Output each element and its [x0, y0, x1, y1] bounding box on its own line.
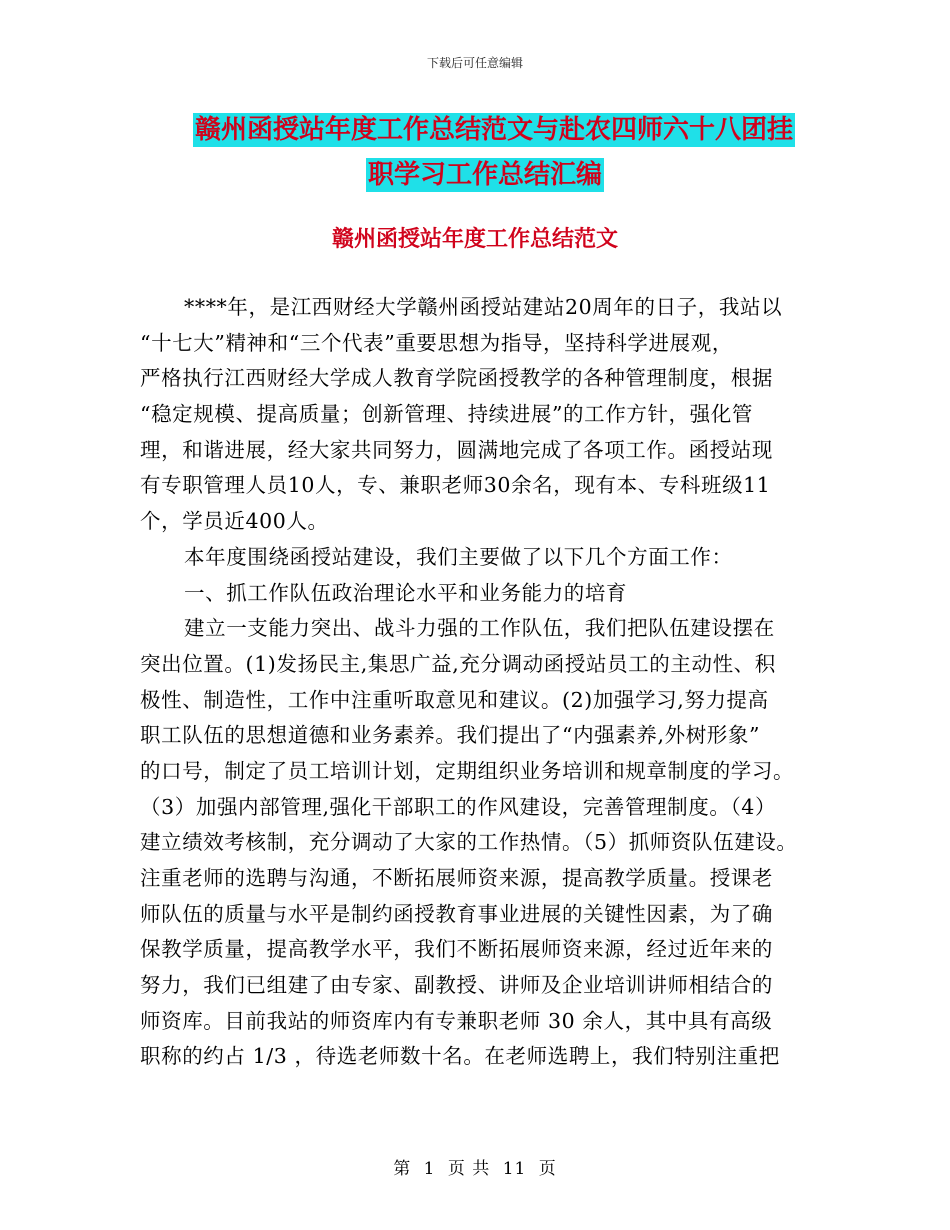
body-line: 注重老师的选聘与沟通，不断拓展师资来源，提高教学质量。授课老 — [140, 866, 773, 890]
body-text — [140, 290, 820, 1075]
body-line: “十七大”精神和“三个代表”重要思想为指导，坚持科学进展观， — [140, 330, 733, 355]
footer-suffix: 页 — [538, 1159, 557, 1179]
body-line: （3）加强内部管理,强化干部职工的作风建设，完善管理制度。（4） — [140, 794, 777, 819]
body-line: 本年度围绕函授站建设，我们主要做了以下几个方面工作： — [184, 544, 733, 569]
footer-prefix: 第 — [393, 1159, 412, 1179]
body-line: 的口号，制定了员工培训计划，定期组织业务培训和规章制度的学习。 — [140, 758, 795, 783]
body-line: 极性、制造性，工作中注重听取意见和建议。(2)加强学习,努力提高 — [140, 687, 769, 712]
body-line: 建立绩效考核制，充分调动了大家的工作热情。（5）抓师资队伍建设。 — [140, 830, 798, 855]
main-title-line-1: 赣州函授站年度工作总结范文与赴农四师六十八团挂 — [195, 115, 794, 145]
body-line: 严格执行江西财经大学成人教育学院函授教学的各种管理制度，根据 — [140, 366, 773, 391]
body-line: 保教学质量，提高教学水平，我们不断拓展师资来源，经过近年来的 — [140, 937, 773, 962]
total-pages: 11 — [502, 1159, 527, 1179]
body-line: 建立一支能力突出、战斗力强的工作队伍，我们把队伍建设摆在 — [184, 616, 775, 641]
page-number: 1 — [423, 1159, 436, 1179]
header-note: 下载后可任意编辑 — [426, 56, 523, 70]
body-line: 努力，我们已组建了由专家、副教授、讲师及企业培训讲师相结合的 — [140, 973, 773, 998]
body-line: 有专职管理人员10人，专、兼职老师30余名，现有本、专科班级11 — [140, 473, 771, 498]
body-line: 个，学员近400人。 — [140, 509, 329, 534]
main-title-line-2: 职学习工作总结汇编 — [368, 160, 603, 190]
footer-middle: 页 共 — [447, 1159, 491, 1179]
body-line: 师资库。目前我站的师资库内有专兼职老师 30 余人，其中具有高级 — [140, 1008, 773, 1033]
body-line: “稳定规模、提高质量；创新管理、持续进展”的工作方针，强化管 — [140, 402, 753, 427]
page-footer — [0, 1154, 950, 1179]
body-line: 师队伍的质量与水平是制约函授教育事业进展的关键性因素，为了确 — [140, 901, 773, 926]
body-line: 职称的约占 1/3 ，待选老师数十名。在老师选聘上，我们特别注重把 — [140, 1044, 780, 1069]
section-title: 赣州函授站年度工作总结范文 — [331, 227, 618, 252]
body-line: 突出位置。(1)发扬民主,集思广益,充分调动函授站员工的主动性、积 — [140, 651, 776, 676]
body-line: ****年，是江西财经大学赣州函授站建站20周年的日子，我站以 — [184, 295, 783, 319]
section-heading: 一、抓工作队伍政治理论水平和业务能力的培育 — [184, 580, 628, 605]
body-line: 职工队伍的思想道德和业务素养。我们提出了“内强素养,外树形象” — [140, 723, 761, 748]
body-line: 理，和谐进展，经大家共同努力，圆满地完成了各项工作。函授站现 — [140, 437, 773, 462]
